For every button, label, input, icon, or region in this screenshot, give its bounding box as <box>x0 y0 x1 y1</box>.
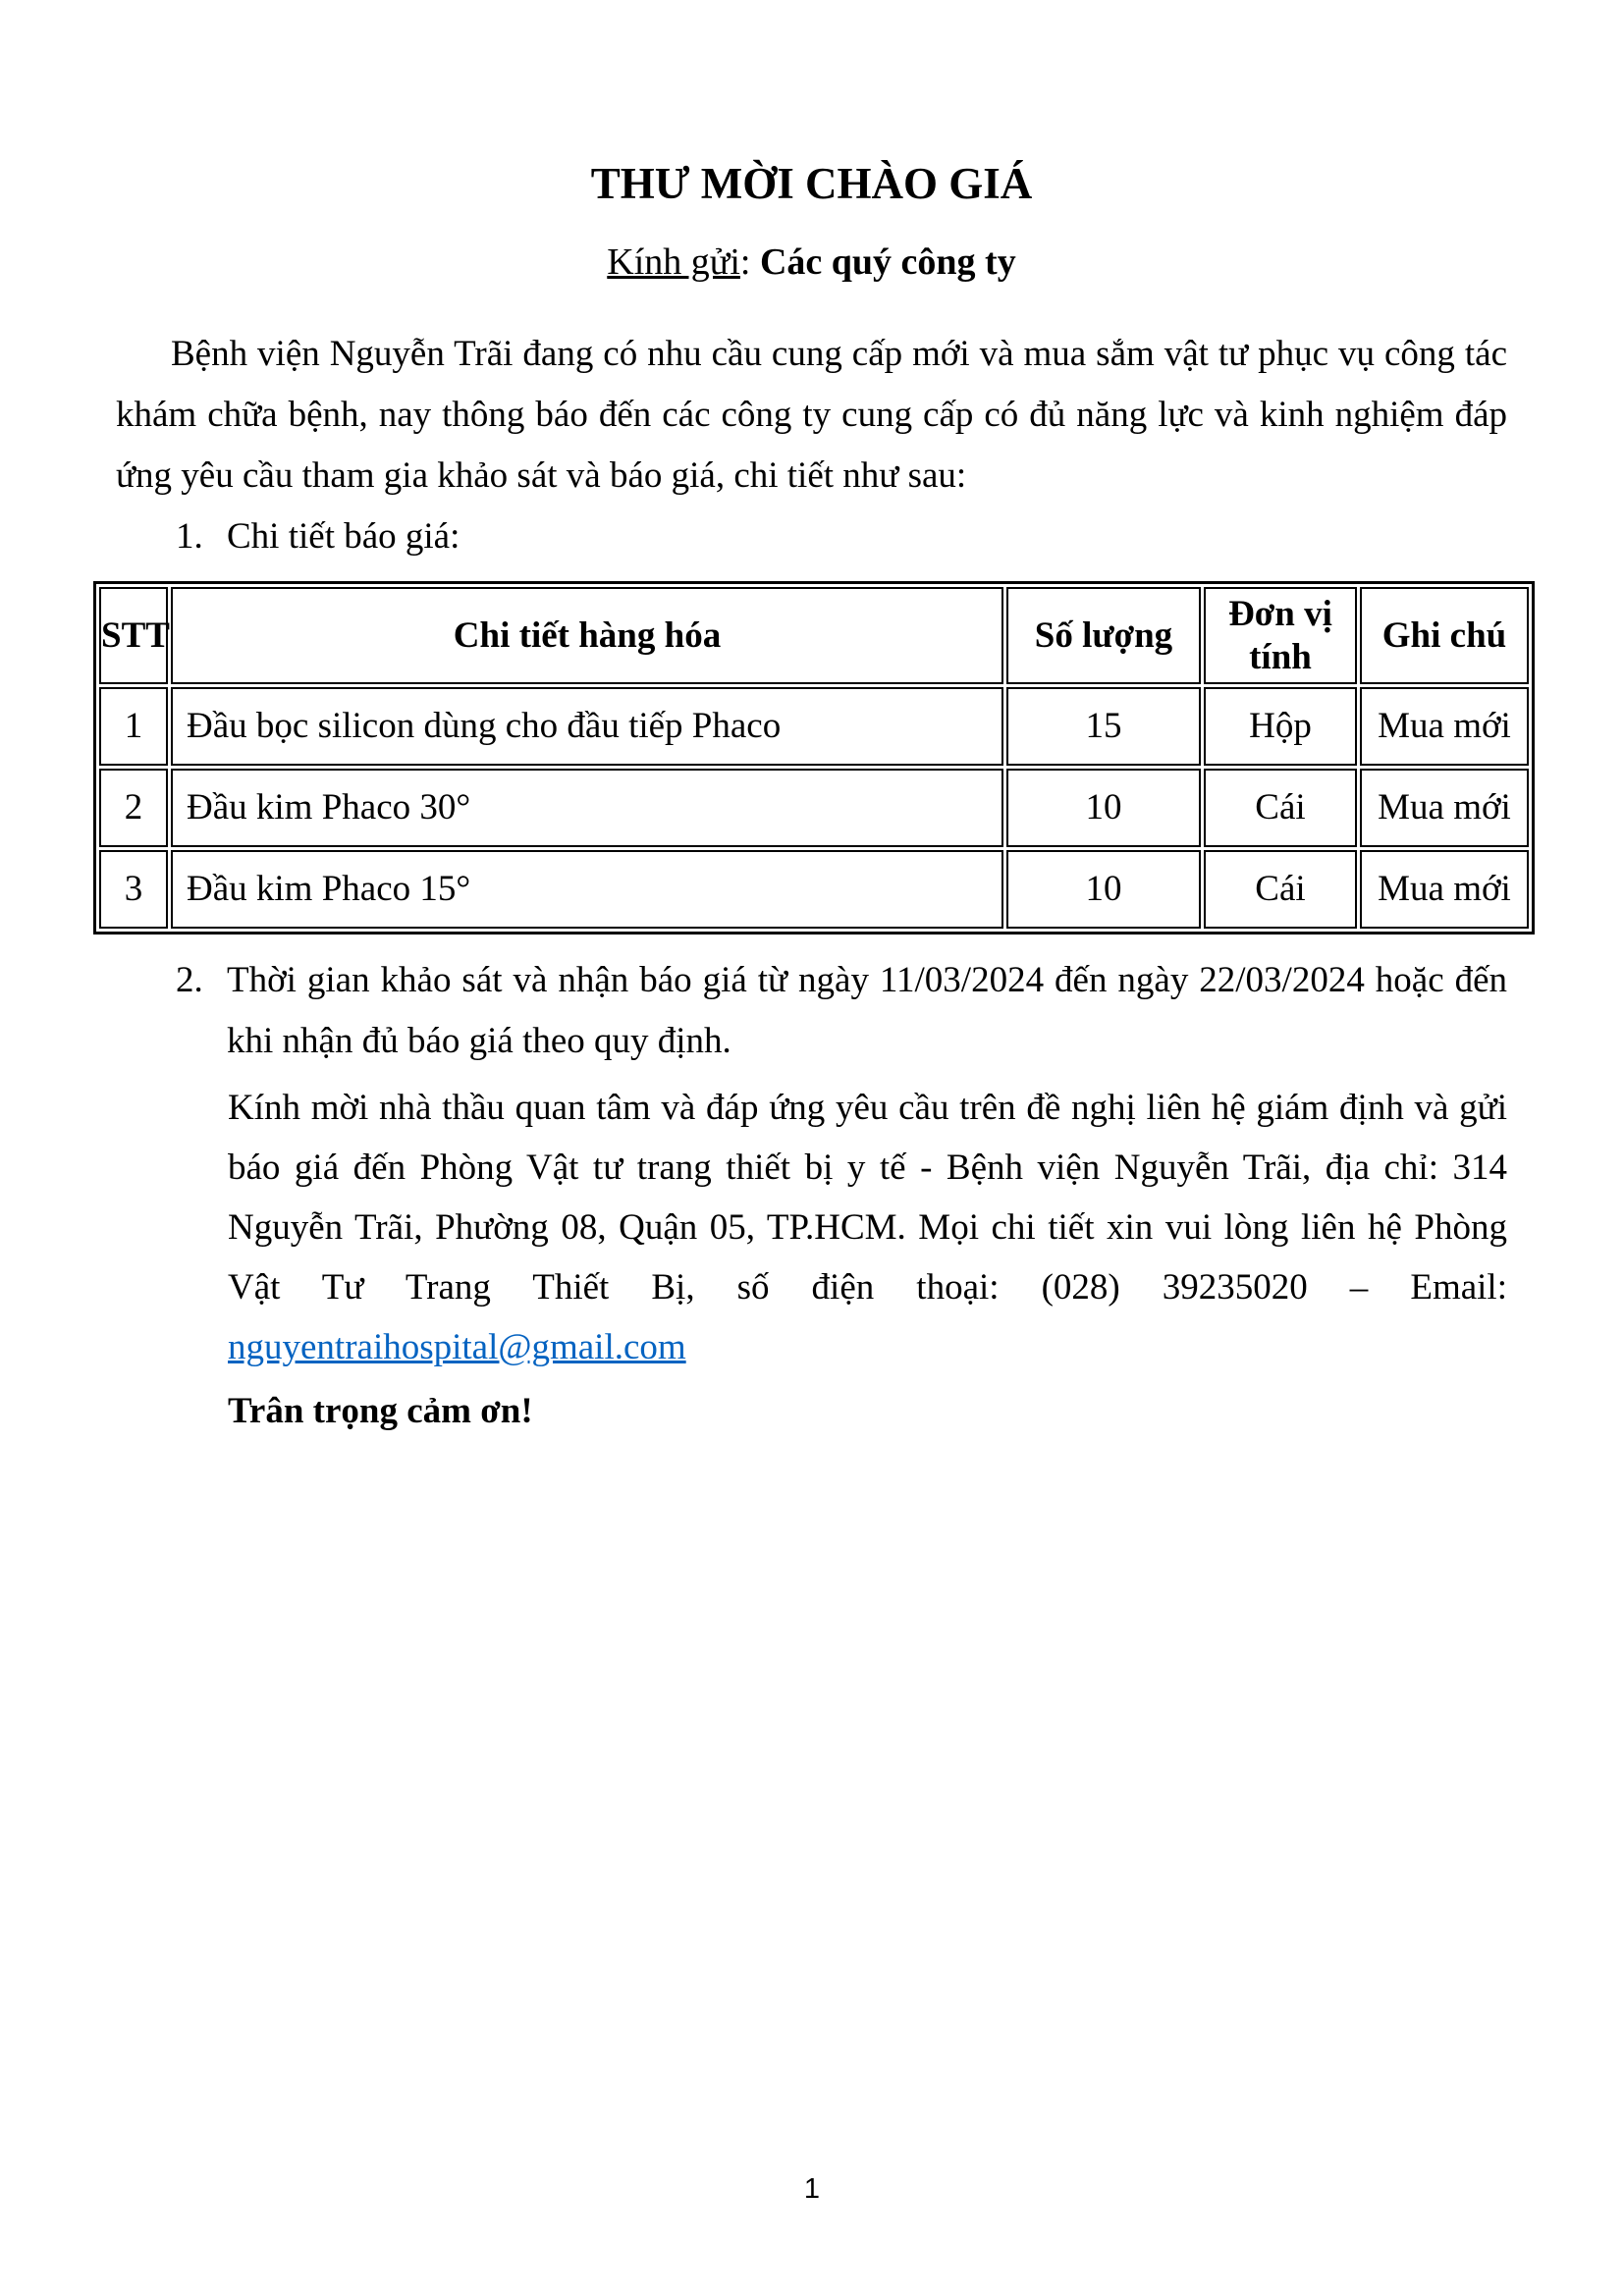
section-2-paragraph <box>176 950 1507 1072</box>
quotation-table <box>93 581 1535 934</box>
salutation-label: Kính gửi <box>607 241 740 283</box>
header-quantity: Số lượng <box>1006 587 1201 684</box>
cell-stt: 2 <box>99 769 168 847</box>
salutation-separator: : <box>739 241 760 283</box>
email-link[interactable]: nguyentraihospital@gmail.com <box>228 1327 686 1367</box>
salutation-line <box>116 240 1507 285</box>
header-unit: Đơn vị tính <box>1204 587 1357 684</box>
salutation-recipient: Các quý công ty <box>759 241 1016 283</box>
header-note: Ghi chú <box>1360 587 1529 684</box>
cell-note: Mua mới <box>1360 850 1529 929</box>
section-1-text: Chi tiết báo giá: <box>227 516 460 557</box>
contact-paragraph <box>228 1078 1507 1377</box>
closing-line: Trân trọng cảm ơn! <box>228 1391 533 1431</box>
table-row <box>99 850 1529 929</box>
table-row <box>99 687 1529 766</box>
cell-unit: Hộp <box>1204 687 1357 766</box>
intro-paragraph: Bệnh viện Nguyễn Trãi đang có nhu cầu cung cấp mới và mua sắm vật tư phục vụ công tác khám chữa bệnh, nay thông báo đến các công ty cung cấp có đủ năng lực và kinh nghiệm đáp ứng yêu cầu tham gia khảo sát và báo giá, chi tiết như sau: <box>116 334 1507 496</box>
cell-unit: Cái <box>1204 769 1357 847</box>
page-number: 1 <box>803 2173 821 2205</box>
section-2-text: Thời gian khảo sát và nhận báo giá từ ngày 11/03/2024 đến ngày 22/03/2024 hoặc đến khi nhận đủ báo giá theo quy định. <box>227 960 1507 1061</box>
section-2-number: 2. <box>176 960 203 1000</box>
cell-quantity: 10 <box>1006 850 1201 929</box>
section-1-number: 1. <box>176 516 203 557</box>
cell-quantity: 10 <box>1006 769 1201 847</box>
section-1-heading <box>176 507 1507 567</box>
header-item: Chi tiết hàng hóa <box>171 587 1003 684</box>
cell-quantity: 15 <box>1006 687 1201 766</box>
cell-stt: 1 <box>99 687 168 766</box>
cell-stt: 3 <box>99 850 168 929</box>
cell-item: Đầu kim Phaco 15° <box>171 850 1003 929</box>
page-title: THƯ MỜI CHÀO GIÁ <box>590 159 1033 208</box>
cell-unit: Cái <box>1204 850 1357 929</box>
cell-item: Đầu kim Phaco 30° <box>171 769 1003 847</box>
header-stt: STT <box>99 587 168 684</box>
cell-note: Mua mới <box>1360 687 1529 766</box>
table-header-row <box>99 587 1529 684</box>
cell-note: Mua mới <box>1360 769 1529 847</box>
table-row <box>99 769 1529 847</box>
contact-text: Kính mời nhà thầu quan tâm và đáp ứng yêu cầu trên đề nghị liên hệ giám định và gửi báo giá đến Phòng Vật tư trang thiết bị y tế - Bệnh viện Nguyễn Trãi, địa chỉ: 314 Nguyễn Trãi, Phường 08, Quận 05, TP.HCM. Mọi chi tiết xin vui lòng liên hệ Phòng Vật Tư Trang Thiết Bị, số điện thoại: (028) 39235020 – Email: <box>228 1088 1507 1308</box>
cell-item: Đầu bọc silicon dùng cho đầu tiếp Phaco <box>171 687 1003 766</box>
